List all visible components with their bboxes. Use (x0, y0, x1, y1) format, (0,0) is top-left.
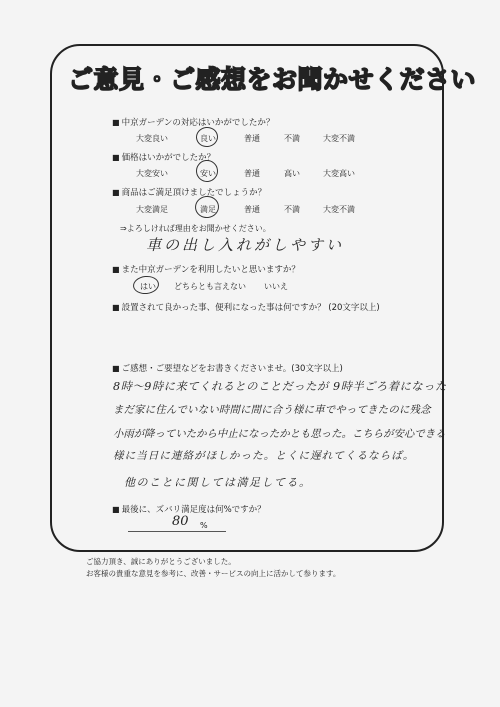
q6-answer-line-1: 8時～9時に来てくれるとのことだったが 9時半ごろ着になった (113, 380, 447, 393)
q3-option-4[interactable]: 不満 (284, 205, 300, 214)
q2-option-3[interactable]: 普通 (244, 169, 260, 178)
q1-option-4[interactable]: 不満 (284, 134, 300, 143)
q7-question: ■ 最後に、ズバリ満足度は何%ですか？ (112, 503, 266, 515)
footer-note: お客様の貴重な意見を参考に、改善・サービスの向上に活かして参ります。 (86, 569, 341, 578)
q2-question: ■ 価格はいかがでしたか？ (112, 151, 215, 163)
q5-question: ■ 設置されて良かった事、便利になった事は何ですか？ (20文字以上) (112, 301, 380, 313)
q6-answer-line-2: まだ家に住んでいない時間に間に合う様に車でやってきたのに残念 (113, 404, 431, 416)
page-title: ご意見・ご感想をお聞かせください (68, 65, 477, 94)
q7-value: 80 (172, 514, 189, 529)
q4-option-1[interactable]: はい (140, 282, 156, 291)
q3-option-1[interactable]: 大変満足 (136, 205, 168, 214)
q7-unit: % (200, 521, 208, 530)
q1-option-5[interactable]: 大変不満 (323, 134, 355, 143)
q2-option-4[interactable]: 高い (284, 169, 300, 178)
q6-answer-line-5: 他のことに関しては満足してる。 (124, 476, 312, 489)
q1-option-2[interactable]: 良い (200, 134, 216, 143)
q3-reason-answer: 車の出し入れがしやすい (146, 236, 345, 254)
q1-option-1[interactable]: 大変良い (136, 134, 168, 143)
q6-question: ■ ご感想・ご要望などをお書きくださいませ。(30文字以上) (112, 362, 343, 374)
footer-thanks: ご協力頂き、誠にありがとうございました。 (86, 557, 236, 566)
q2-option-1[interactable]: 大変安い (136, 169, 168, 178)
q6-answer-line-3: 小雨が降っていたから中止になったかとも思った。こちらが安心できる (113, 428, 446, 440)
q7-answer-underline (128, 531, 226, 532)
q3-question: ■ 商品はご満足頂けましたでしょうか？ (112, 186, 266, 198)
q2-option-5[interactable]: 大変高い (323, 169, 355, 178)
q3-option-2[interactable]: 満足 (200, 205, 216, 214)
q4-option-3[interactable]: いいえ (264, 282, 288, 291)
q3-reason-prompt: ⇒よろしければ理由をお聞かせください。 (120, 224, 271, 233)
q4-option-2[interactable]: どちらとも言えない (174, 282, 246, 291)
q2-option-2[interactable]: 安い (200, 169, 216, 178)
q6-answer-line-4: 様に当日に連絡がほしかった。とくに遅れてくるならば。 (113, 450, 415, 462)
q1-option-3[interactable]: 普通 (244, 134, 260, 143)
q4-question: ■ また中京ガーデンを利用したいと思いますか？ (112, 263, 300, 275)
q3-option-5[interactable]: 大変不満 (323, 205, 355, 214)
q1-question: ■ 中京ガーデンの対応はいかがでしたか？ (112, 116, 274, 128)
q3-option-3[interactable]: 普通 (244, 205, 260, 214)
